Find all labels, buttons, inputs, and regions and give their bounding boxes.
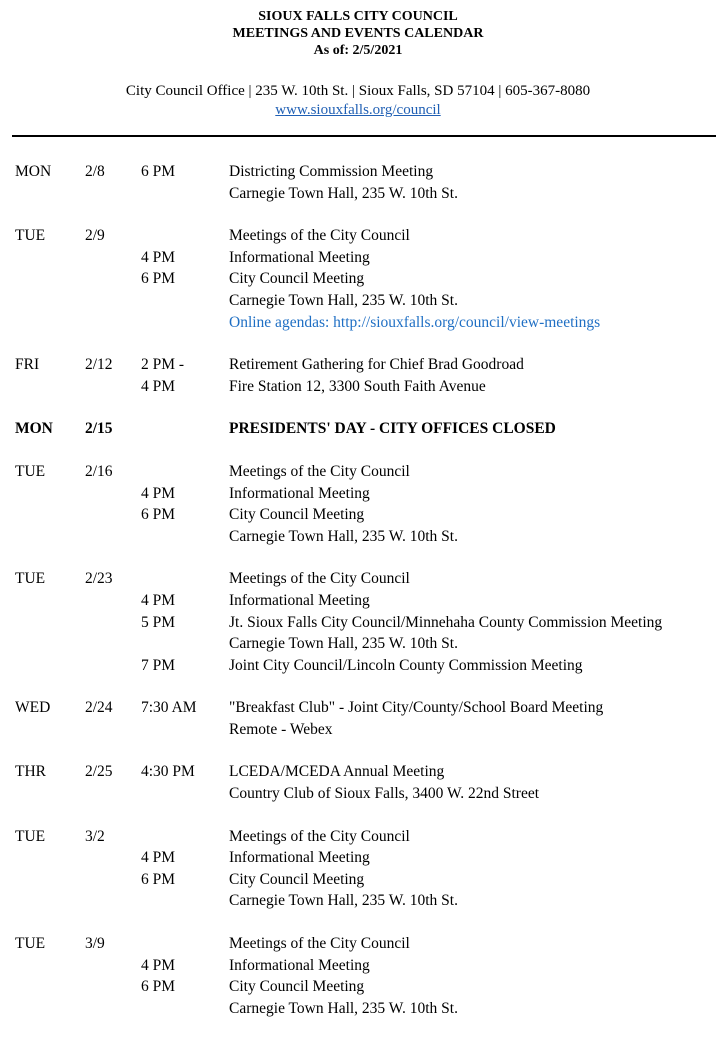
event-day: FRI	[15, 356, 40, 374]
event-date: 3/9	[85, 935, 105, 953]
event-line	[0, 461, 716, 483]
event-time: 6 PM	[141, 978, 176, 996]
event-description: Joint City Council/Lincoln County Commission Meeting	[229, 656, 583, 674]
header-divider	[12, 135, 716, 137]
event-description: Retirement Gathering for Chief Brad Goodroad	[229, 356, 524, 374]
event-description: Carnegie Town Hall, 235 W. 10th St.	[229, 527, 458, 545]
event-line	[0, 225, 716, 247]
calendar-event	[0, 761, 716, 804]
event-time: 4 PM	[141, 849, 176, 867]
event-day: TUE	[15, 227, 46, 245]
event-description: City Council Meeting	[229, 978, 365, 996]
event-description: Districting Commission Meeting	[229, 163, 434, 180]
event-description: Remote - Webex	[229, 720, 333, 738]
event-day: TUE	[15, 570, 46, 588]
document-header	[0, 0, 716, 120]
event-description: City Council Meeting	[229, 270, 365, 288]
event-time: 6 PM	[141, 270, 176, 288]
event-date: 2/15	[85, 420, 113, 438]
event-line	[0, 697, 716, 719]
event-line	[0, 268, 716, 290]
event-day: THR	[15, 763, 46, 781]
event-line	[0, 655, 716, 677]
event-description: Carnegie Town Hall, 235 W. 10th St.	[229, 291, 458, 309]
event-time: 4:30 PM	[141, 763, 195, 781]
event-description: Informational Meeting	[229, 484, 370, 502]
event-day: TUE	[15, 462, 46, 480]
event-line	[0, 869, 716, 891]
event-description: Carnegie Town Hall, 235 W. 10th St.	[229, 999, 458, 1017]
calendar-event	[0, 418, 716, 440]
council-title: SIOUX FALLS CITY COUNCIL	[258, 9, 458, 24]
event-description: LCEDA/MCEDA Annual Meeting	[229, 763, 445, 781]
event-time: 2 PM -	[141, 356, 185, 374]
event-description: Informational Meeting	[229, 849, 370, 867]
event-line	[0, 783, 716, 805]
event-description: Informational Meeting	[229, 248, 370, 266]
calendar-event	[0, 161, 716, 204]
event-date: 3/2	[85, 827, 105, 845]
calendar-event	[0, 826, 716, 912]
council-website-link[interactable]: www.siouxfalls.org/council	[275, 102, 441, 118]
event-date: 2/12	[85, 356, 113, 374]
event-line	[0, 590, 716, 612]
event-line	[0, 890, 716, 912]
event-line	[0, 847, 716, 869]
calendar-event	[0, 354, 716, 397]
event-day: WED	[15, 699, 51, 717]
event-line	[0, 247, 716, 269]
event-line	[0, 418, 716, 440]
event-day: MON	[15, 420, 53, 438]
event-line	[0, 504, 716, 526]
event-description: Fire Station 12, 3300 South Faith Avenue	[229, 377, 486, 395]
event-date: 2/23	[85, 570, 113, 588]
event-time: 6 PM	[141, 870, 176, 888]
event-line	[0, 161, 716, 183]
event-description: City Council Meeting	[229, 506, 365, 524]
event-line	[0, 955, 716, 977]
event-line	[0, 612, 716, 634]
event-date: 2/8	[85, 163, 105, 180]
event-description: Meetings of the City Council	[229, 227, 410, 245]
event-line	[0, 526, 716, 548]
event-day: TUE	[15, 935, 46, 953]
event-line	[0, 290, 716, 312]
event-description: City Council Meeting	[229, 870, 365, 888]
calendar-event	[0, 225, 716, 333]
event-description: "Breakfast Club" - Joint City/County/School Board Meeting	[229, 699, 604, 717]
event-date: 2/16	[85, 462, 113, 480]
event-description: Meetings of the City Council	[229, 570, 410, 588]
event-time: 5 PM	[141, 613, 176, 631]
event-time: 4 PM	[141, 377, 176, 395]
event-description: Carnegie Town Hall, 235 W. 10th St.	[229, 184, 458, 202]
event-date: 2/25	[85, 763, 113, 781]
event-time: 4 PM	[141, 956, 176, 974]
event-description: Informational Meeting	[229, 591, 370, 609]
event-line	[0, 183, 716, 205]
event-description: Meetings of the City Council	[229, 935, 410, 953]
event-time: 6 PM	[141, 506, 176, 524]
event-line	[0, 354, 716, 376]
event-date: 2/9	[85, 227, 105, 245]
event-line	[0, 483, 716, 505]
event-time: 4 PM	[141, 484, 176, 502]
event-time: 6 PM	[141, 163, 176, 180]
event-date: 2/24	[85, 699, 113, 717]
event-description: Informational Meeting	[229, 956, 370, 974]
office-contact: City Council Office | 235 W. 10th St. | Sioux Falls, SD 57104 | 605-367-8080	[125, 83, 591, 99]
event-line	[0, 826, 716, 848]
event-description: PRESIDENTS' DAY - CITY OFFICES CLOSED	[229, 420, 556, 438]
event-line	[0, 568, 716, 590]
calendar-event	[0, 933, 716, 1019]
event-line	[0, 761, 716, 783]
event-description: Meetings of the City Council	[229, 462, 410, 480]
event-line	[0, 933, 716, 955]
calendar-event	[0, 697, 716, 740]
events-list	[0, 161, 716, 1040]
event-time: 7 PM	[141, 656, 176, 674]
event-time: 4 PM	[141, 591, 176, 609]
event-line	[0, 312, 716, 334]
as-of-date: As of: 2/5/2021	[313, 43, 403, 58]
calendar-event	[0, 461, 716, 547]
event-day: TUE	[15, 827, 46, 845]
event-line	[0, 719, 716, 741]
event-line	[0, 633, 716, 655]
event-line	[0, 998, 716, 1020]
event-description: Meetings of the City Council	[229, 827, 410, 845]
event-description: Country Club of Sioux Falls, 3400 W. 22nd Street	[229, 785, 540, 803]
event-day: MON	[15, 163, 52, 180]
event-line	[0, 376, 716, 398]
event-description: Jt. Sioux Falls City Council/Minnehaha County Commission Meeting	[229, 613, 663, 631]
event-time: 4 PM	[141, 248, 176, 266]
event-time: 7:30 AM	[141, 699, 197, 717]
event-description: Carnegie Town Hall, 235 W. 10th St.	[229, 635, 458, 653]
calendar-title: MEETINGS AND EVENTS CALENDAR	[232, 26, 484, 41]
calendar-event	[0, 568, 716, 676]
event-line	[0, 976, 716, 998]
event-description: Carnegie Town Hall, 235 W. 10th St.	[229, 892, 458, 910]
online-agendas-link[interactable]: Online agendas: http://siouxfalls.org/council/view-meetings	[229, 313, 601, 331]
